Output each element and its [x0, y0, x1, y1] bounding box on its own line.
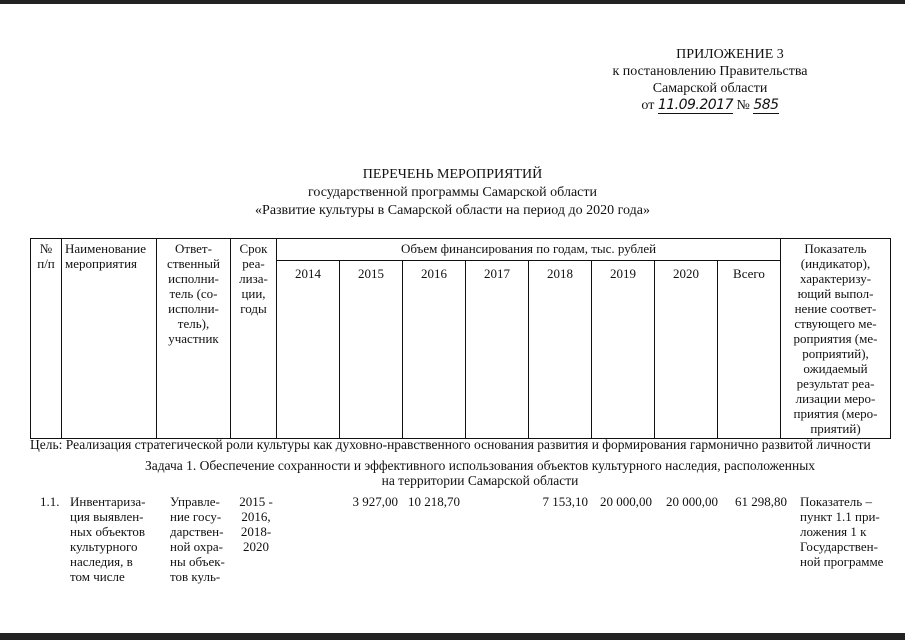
year-2020: 2020 — [655, 261, 718, 439]
handwritten-date: 11.09.2017 — [657, 97, 733, 113]
row-resp-line: тов куль- — [170, 569, 221, 584]
row-resp-line: ной охра- — [170, 539, 223, 554]
table-header-row — [31, 239, 891, 261]
date-prefix: от — [641, 98, 655, 113]
row-indicator — [800, 494, 895, 569]
annex-block — [560, 46, 860, 114]
row-indicator-line: ной программе — [800, 554, 884, 569]
year-2017: 2017 — [466, 261, 529, 439]
doc-subtitle: государственной программы Самарской области — [308, 185, 597, 200]
row-indicator-line: пункт 1.1 при- — [800, 509, 880, 524]
header-term: Срок реа-лиза-ции, годы — [231, 239, 277, 439]
row-term-line: 2016, — [241, 509, 271, 524]
task-line-1: Задача 1. Обеспечение сохранности и эффективного использования объектов культурного наследия, расположенных — [144, 458, 816, 473]
row-name-line: Инвентариза- — [70, 494, 146, 509]
header-indicator: Показатель (индикатор), характеризу-ющий выпол-нение соответ-ствующего ме-роприятия (ме-роприятий), ожидаемый результат реа-лизации меро-приятия (меро-приятий) — [781, 239, 891, 439]
row-name-line: ция выявлен- — [70, 509, 144, 524]
value-2015: 3 927,00 — [352, 494, 398, 509]
row-responsible — [170, 494, 230, 584]
scan-top-border — [0, 0, 905, 4]
row-resp-line: ны объек- — [170, 554, 225, 569]
row-name — [70, 494, 160, 584]
value-2019: 20 000,00 — [600, 494, 652, 509]
doc-program-name: «Развитие культуры в Самарской области на период до 2020 года» — [255, 203, 650, 218]
year-2019: 2019 — [592, 261, 655, 439]
number-prefix: № — [736, 98, 750, 113]
row-term-line: 2020 — [243, 539, 269, 554]
annex-subtitle: к постановлению Правительства — [612, 64, 808, 79]
row-name-line: культурного — [70, 539, 138, 554]
value-total: 61 298,80 — [735, 494, 787, 509]
row-resp-line: ние госу- — [170, 509, 222, 524]
header-num: № п/п — [31, 239, 62, 439]
value-2020: 20 000,00 — [666, 494, 718, 509]
row-term-line: 2015 - — [239, 494, 273, 509]
row-term — [234, 494, 278, 554]
measures-table — [30, 238, 891, 439]
value-2018: 7 153,10 — [542, 494, 588, 509]
handwritten-number: 585 — [753, 97, 779, 113]
row-indicator-line: ложения 1 к — [800, 524, 867, 539]
row-resp-line: дарствен- — [170, 524, 224, 539]
value-2016: 10 218,70 — [408, 494, 460, 509]
year-2016: 2016 — [403, 261, 466, 439]
row-term-line: 2018- — [240, 524, 272, 539]
scan-bottom-border — [0, 633, 905, 640]
task-text — [130, 458, 830, 488]
year-2018: 2018 — [529, 261, 592, 439]
year-2014: 2014 — [277, 261, 340, 439]
header-name: Наименование мероприятия — [62, 239, 157, 439]
annex-date-line — [560, 97, 860, 114]
row-name-line: том числе — [70, 569, 125, 584]
annex-region: Самарской области — [652, 81, 768, 96]
doc-title: ПЕРЕЧЕНЬ МЕРОПРИЯТИЙ — [362, 167, 543, 182]
header-responsible: Ответ-ственный исполни-тель (со-исполни-тель), участник — [157, 239, 231, 439]
row-number: 1.1. — [40, 494, 60, 509]
goal-text: Цель: Реализация стратегической роли культуры как духовно-нравственного основания развития и формирования гармонично развитой личности — [30, 437, 871, 452]
row-resp-line: Управле- — [170, 494, 220, 509]
header-financing: Объем финансирования по годам, тыс. рублей — [277, 239, 781, 261]
task-line-2: на территории Самарской области — [381, 473, 579, 488]
year-total: Всего — [718, 261, 781, 439]
row-name-line: ных объектов — [70, 524, 146, 539]
row-name-line: наследия, в — [70, 554, 133, 569]
annex-title: ПРИЛОЖЕНИЕ 3 — [676, 47, 784, 62]
row-indicator-line: Показатель – — [800, 494, 872, 509]
year-2015: 2015 — [340, 261, 403, 439]
row-indicator-line: Государствен- — [800, 539, 878, 554]
